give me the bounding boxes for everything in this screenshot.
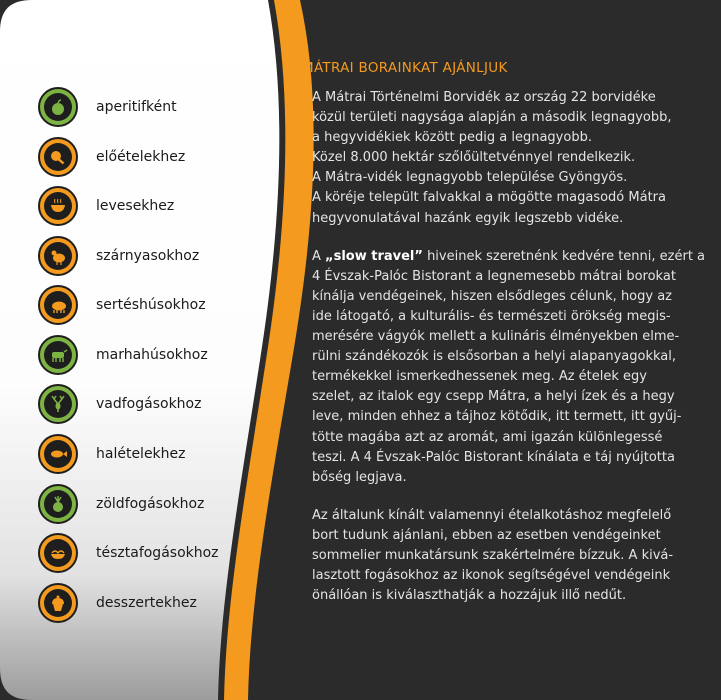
p1-line: Közel 8.000 hektár szőlőültetvénnyel rendelkezik. [312,150,636,166]
icon-glyph [44,192,72,220]
vegetable-icon [38,484,78,524]
pig-icon [38,285,78,325]
legend-label: desszertekhez [96,595,197,611]
main-text [300,60,706,624]
legend-item [38,432,186,476]
icon-glyph [44,490,72,518]
p1-line: hegyvonulatával hazánk egyik legszebb vidéke. [312,210,624,226]
p2-line: ide látogató, a kulturális- és természeti örökség megis- [312,308,671,324]
legend-label: sertéshúsokhoz [96,297,206,313]
paragraph-2 [300,247,706,488]
deer-icon [38,384,78,424]
chicken-icon [38,236,78,276]
legend-label: levesekhez [96,198,175,214]
soup-bowl-icon [38,186,78,226]
p3-line: Az általunk kínált valamennyi ételalkotáshoz megfelelő [312,507,672,523]
apple-icon [38,87,78,127]
meat-leg-icon [38,137,78,177]
legend-item [38,184,174,228]
p1-line: a hegyvidékiek között pedig a legnagyobb. [312,130,592,146]
p2-line: szelet, az italok egy csepp Mátra, a helyi ízek és a hegy [312,389,675,405]
p2-line: rülni szándékozók is elsősorban a helyi alapanyagokkal, [312,349,676,365]
paragraph-3 [300,506,685,606]
p2-line: teszi. A 4 Évszak-Palóc Bistorant kínálata e táj nyújtotta [312,449,675,465]
icon-glyph [44,291,72,319]
fish-icon [38,434,78,474]
legend-label: halételekhez [96,446,186,462]
legend-label: aperitifként [96,99,177,115]
p2-line: 4 Évszak-Palóc Bistorant a legnemesebb mátrai borokat [312,268,676,284]
legend-label: zöldfogásokhoz [96,496,205,512]
slow-travel-bold: „slow travel” [325,248,423,264]
p1-line: A köréje települt falvakkal a mögötte magasodó Mátra [312,190,666,206]
legend-item [38,482,204,526]
p3-line: önállóan is kiválaszthatják a hozzájuk illő nedűt. [312,588,627,604]
legend-label: előételekhez [96,149,186,165]
p1-line: közül területi nagysága alapján a második legnagyobb, [312,110,672,126]
legend-item [38,382,201,426]
legend-item [38,333,208,377]
p2-line: termékekkel ismerkedhessenek meg. Az ételek egy [312,369,647,385]
paragraph-2-line [312,247,706,267]
p3-line: bort tudunk ajánlani, ebben az esetben vendégeinket [312,527,661,543]
p1-line: A Mátra-vidék legnagyobb települése Gyöngyös. [312,170,628,186]
cow-icon [38,335,78,375]
legend-item [38,581,197,625]
page-title: MÁTRAI BORAINKAT AJÁNLJUK [302,60,508,76]
icon-glyph [44,390,72,418]
p2-line: merésére vágyók mellett a kulináris élményekben elme- [312,329,680,345]
legend-label: tésztafogásokhoz [96,545,219,561]
icon-glyph [44,93,72,121]
legend-item [38,283,206,327]
legend-item [38,85,177,129]
legend-item [38,531,219,575]
text-span: hiveinek szeretnénk kedvére tenni, ezért a [422,248,706,264]
icon-glyph [44,589,72,617]
p3-line: lasztott fogásokhoz az ikonok segítségével vendégeink [312,568,671,584]
text-span: A [312,248,326,264]
legend-item [38,135,185,179]
icon-glyph [44,341,72,369]
icon-glyph [44,242,72,270]
cupcake-icon [38,583,78,623]
legend-item [38,234,199,278]
paragraph-1 [300,88,685,229]
icon-glyph [44,440,72,468]
pasta-icon [38,533,78,573]
icon-glyph [44,539,72,567]
legend-label: vadfogásokhoz [96,396,202,412]
p2-line: tötte magába azt az aromát, ami igazán különlegessé [312,429,663,445]
p2-line: leve, minden ehhez a tájhoz kötődik, itt termett, itt gyűj- [312,409,682,425]
legend-label: marhahúsokhoz [96,347,208,363]
legend-label: szárnyasokhoz [96,248,200,264]
icon-glyph [44,143,72,171]
p2-line: kínálja vendégeinek, hiszen elsődleges célunk, hogy az [312,288,673,304]
p1-line: A Mátrai Történelmi Borvidék az ország 22 borvidéke [312,90,656,105]
p2-line: bőség legjava. [312,469,407,485]
p3-line: sommelier munkatársunk szakértelmére bízzuk. A kivá- [312,547,674,563]
